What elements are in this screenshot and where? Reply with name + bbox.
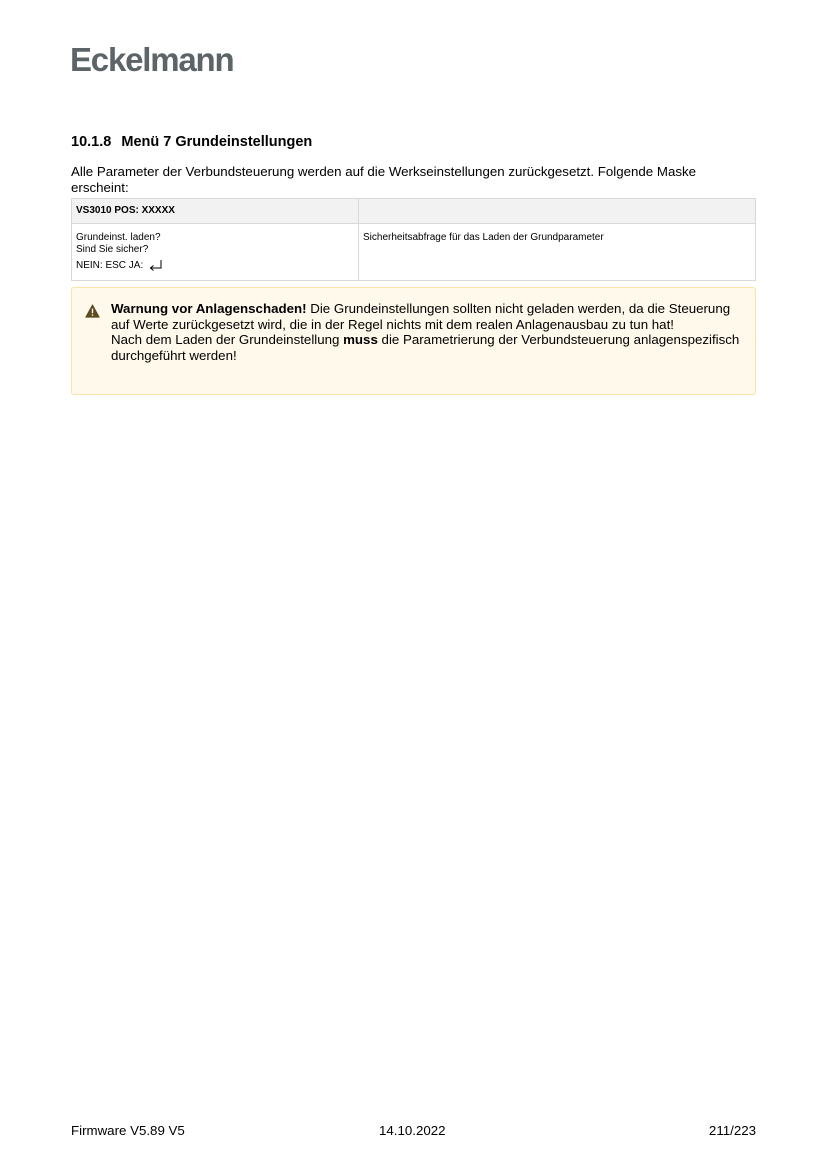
mask-table-header-row <box>72 199 756 224</box>
footer-firmware: Firmware V5.89 V5 <box>71 1123 185 1138</box>
mask-table <box>71 198 756 281</box>
enter-key-icon <box>149 260 163 272</box>
footer-page-number: 211/223 <box>708 1123 756 1138</box>
warning-text-2-bold: muss <box>343 332 378 347</box>
mask-table-row <box>72 224 756 281</box>
footer-date: 14.10.2022 <box>379 1123 446 1138</box>
display-line-2: Sind Sie sicher? <box>76 244 149 255</box>
display-line-3 <box>76 260 354 272</box>
mask-display-cell <box>72 224 359 281</box>
warning-paragraph-1 <box>111 301 747 332</box>
warning-paragraph-2 <box>111 332 747 363</box>
warning-triangle-icon <box>85 304 100 318</box>
warning-text-1: Die Grundeinstellungen sollten nicht geladen werden, da die Steuerung auf Werte zurückgesetzt wird, die in der Regel nichts mit dem realen Anlagenausbau zu tun hat! <box>111 301 731 332</box>
section-number: 10.1.8 <box>71 134 112 150</box>
warning-title: Warnung vor Anlagenschaden! <box>111 301 307 316</box>
mask-description-cell: Sicherheitsabfrage für das Laden der Grundparameter <box>359 224 756 281</box>
warning-text <box>111 301 747 363</box>
mask-table-header-left: VS3010 POS: XXXXX <box>72 199 359 224</box>
section-title: Menü 7 Grundeinstellungen <box>121 134 313 150</box>
display-line-3-text: NEIN: ESC JA: <box>76 260 144 271</box>
display-line-1: Grundeinst. laden? <box>76 232 161 243</box>
warning-box <box>71 287 756 395</box>
warning-text-2-post: die Parametrierung der Verbundsteuerung anlagenspezifisch durchgeführt werden! <box>111 332 740 363</box>
mask-table-header-right <box>359 199 756 224</box>
warning-text-2-pre: Nach dem Laden der Grundeinstellung <box>111 332 344 347</box>
section-heading <box>71 133 312 151</box>
section-intro: Alle Parameter der Verbundsteuerung werden auf die Werkseinstellungen zurückgesetzt. Folgende Maske erscheint: <box>71 164 697 195</box>
company-logo: Eckelmann <box>70 41 234 78</box>
